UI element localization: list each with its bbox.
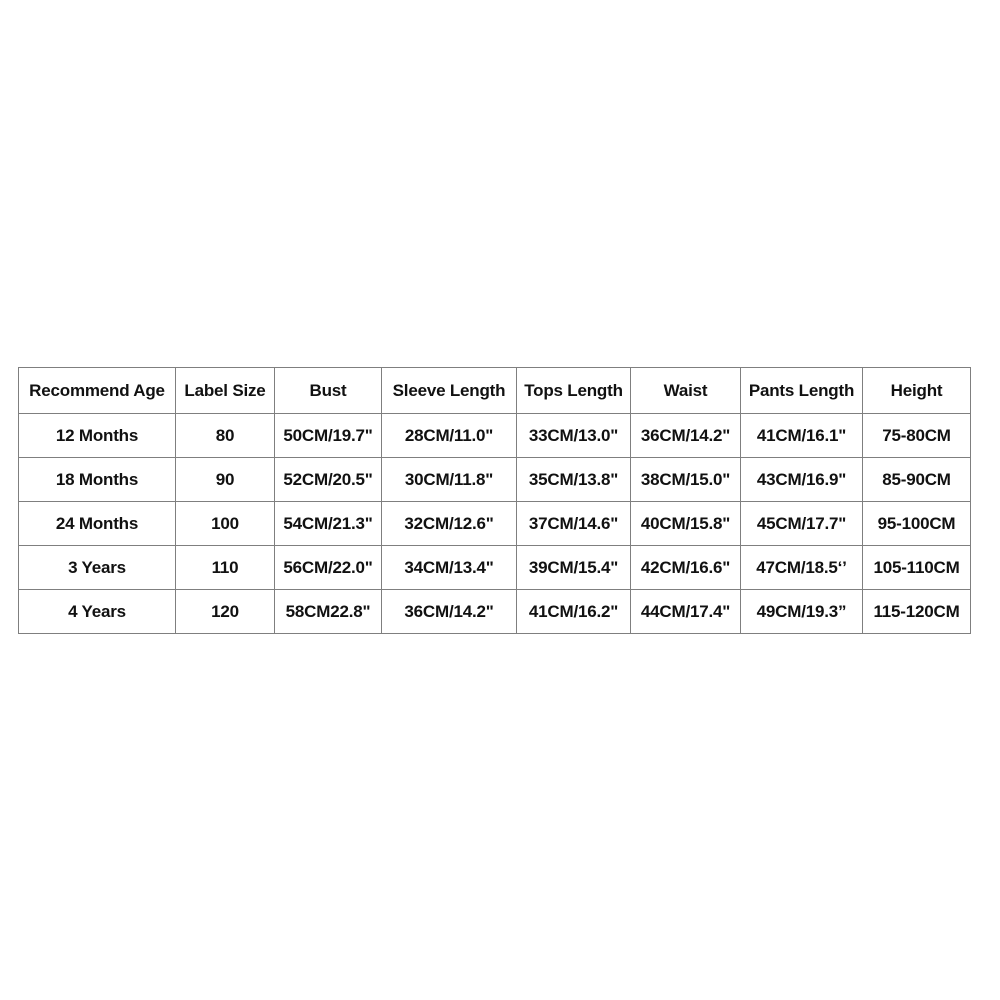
table-row — [19, 590, 971, 634]
cell-label-size: 90 — [176, 458, 275, 502]
cell-pants-length: 43CM/16.9" — [741, 458, 863, 502]
cell-recommend-age: 18 Months — [19, 458, 176, 502]
cell-height: 75-80CM — [863, 414, 971, 458]
cell-waist: 38CM/15.0" — [631, 458, 741, 502]
cell-label-size: 100 — [176, 502, 275, 546]
cell-tops-length: 33CM/13.0" — [517, 414, 631, 458]
cell-tops-length: 35CM/13.8" — [517, 458, 631, 502]
table-row — [19, 502, 971, 546]
header-sleeve-length: Sleeve Length — [382, 368, 517, 414]
cell-recommend-age: 12 Months — [19, 414, 176, 458]
cell-label-size: 110 — [176, 546, 275, 590]
header-row — [19, 368, 971, 414]
header-bust: Bust — [275, 368, 382, 414]
cell-pants-length: 47CM/18.5‘’ — [741, 546, 863, 590]
cell-waist: 42CM/16.6" — [631, 546, 741, 590]
cell-waist: 44CM/17.4" — [631, 590, 741, 634]
cell-sleeve-length: 28CM/11.0" — [382, 414, 517, 458]
cell-recommend-age: 24 Months — [19, 502, 176, 546]
cell-sleeve-length: 30CM/11.8" — [382, 458, 517, 502]
cell-bust: 54CM/21.3" — [275, 502, 382, 546]
cell-label-size: 80 — [176, 414, 275, 458]
header-waist: Waist — [631, 368, 741, 414]
cell-pants-length: 41CM/16.1" — [741, 414, 863, 458]
header-label-size: Label Size — [176, 368, 275, 414]
cell-height: 105-110CM — [863, 546, 971, 590]
size-chart-table — [18, 367, 971, 634]
cell-height: 85-90CM — [863, 458, 971, 502]
cell-label-size: 120 — [176, 590, 275, 634]
cell-recommend-age: 4 Years — [19, 590, 176, 634]
table-row — [19, 546, 971, 590]
cell-pants-length: 45CM/17.7" — [741, 502, 863, 546]
cell-waist: 40CM/15.8" — [631, 502, 741, 546]
cell-height: 115-120CM — [863, 590, 971, 634]
header-tops-length: Tops Length — [517, 368, 631, 414]
table-row — [19, 414, 971, 458]
cell-sleeve-length: 36CM/14.2" — [382, 590, 517, 634]
cell-tops-length: 37CM/14.6" — [517, 502, 631, 546]
cell-pants-length: 49CM/19.3” — [741, 590, 863, 634]
cell-bust: 50CM/19.7" — [275, 414, 382, 458]
header-pants-length: Pants Length — [741, 368, 863, 414]
cell-bust: 52CM/20.5" — [275, 458, 382, 502]
cell-sleeve-length: 32CM/12.6" — [382, 502, 517, 546]
cell-tops-length: 39CM/15.4" — [517, 546, 631, 590]
table-row — [19, 458, 971, 502]
header-recommend-age: Recommend Age — [19, 368, 176, 414]
cell-recommend-age: 3 Years — [19, 546, 176, 590]
cell-waist: 36CM/14.2" — [631, 414, 741, 458]
header-height: Height — [863, 368, 971, 414]
cell-bust: 58CM22.8" — [275, 590, 382, 634]
cell-tops-length: 41CM/16.2" — [517, 590, 631, 634]
cell-height: 95-100CM — [863, 502, 971, 546]
cell-sleeve-length: 34CM/13.4" — [382, 546, 517, 590]
cell-bust: 56CM/22.0" — [275, 546, 382, 590]
